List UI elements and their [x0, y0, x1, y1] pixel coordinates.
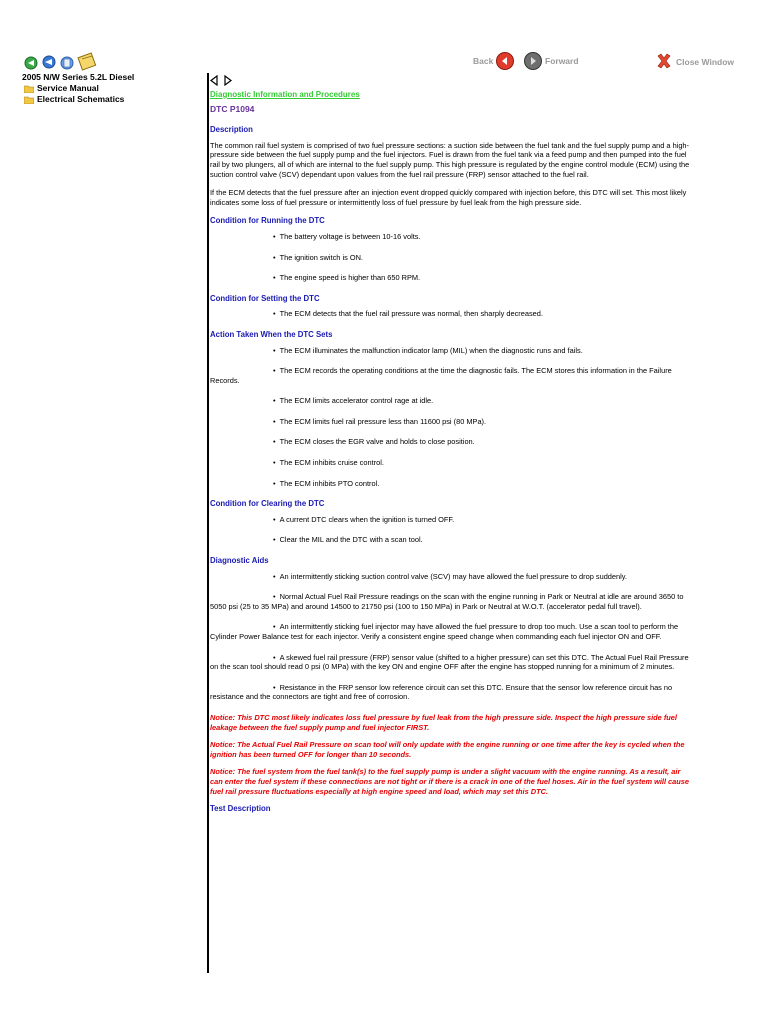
toolbar-logo-icon: [22, 50, 102, 72]
forward-arrow-icon: [524, 52, 542, 70]
list-item: • The ECM detects that the fuel rail pressure was normal, then sharply decreased.: [210, 309, 695, 319]
aids-list: [210, 572, 695, 702]
close-x-icon: [655, 52, 673, 72]
section-heading-aids: Diagnostic Aids: [210, 556, 269, 566]
list-item: • Normal Actual Fuel Rail Pressure readings on the scan with the engine running in Park or Neutral at idle are around 3650 to 5050 psi (25 to 35 MPa) and around 14500 to 21750 psi (100 to 150 MPa) in Park or Neutral at W.O.T. (accelerator pedal full travel).: [210, 592, 695, 611]
page-arrows: [210, 73, 232, 91]
description-paragraph: If the ECM detects that the fuel pressure after an injection event dropped quickly compared with injection before, this DTC will set. This most likely indicates some loss of fuel pressure or intermittently loss of fuel pressure by fuel leak from the high pressure side.: [210, 188, 687, 207]
sidebar-item-electrical-schematics[interactable]: [22, 94, 207, 105]
list-item: • The ECM illuminates the malfunction indicator lamp (MIL) when the diagnostic runs and fails.: [210, 346, 695, 356]
section-heading-setting: Condition for Setting the DTC: [210, 293, 320, 303]
sidebar-item-label: Service Manual: [37, 83, 99, 93]
dtc-code: DTC P1094: [210, 103, 255, 114]
forward-button[interactable]: [524, 52, 579, 70]
notice-text: Notice: The fuel system from the fuel tank(s) to the fuel supply pump is under a slight vacuum with the engine running. As a result, air can enter the fuel system if these connections are not tight or if there is a crack in one of the fuel hoses. Air in the fuel system will cause fuel rail pressure fluctuations especially at high engine speed and load, which may set this DTC.: [210, 767, 690, 796]
section-heading-test-description: Test Description: [210, 804, 271, 814]
list-item: • A skewed fuel rail pressure (FRP) sensor value (shifted to a higher pressure) can set this DTC. The Actual Fuel Rail Pressure on the scan tool should read 0 psi (0 MPa) with the key ON and engine OFF after the engine has stopped running for a minimum of 2 minutes.: [210, 653, 695, 672]
list-item: • The ECM inhibits PTO control.: [210, 479, 695, 489]
list-item: • A current DTC clears when the ignition is turned OFF.: [210, 515, 695, 525]
section-heading-running: Condition for Running the DTC: [210, 216, 325, 226]
folder-icon: [24, 85, 34, 93]
list-item: • The ignition switch is ON.: [210, 253, 695, 263]
notice-text: Notice: This DTC most likely indicates loss fuel pressure by fuel leak from the high pressure side. Inspect the high pressure side fuel leakage between the fuel supply pump and fuel injector FIRST.: [210, 712, 677, 732]
sidebar-item-service-manual[interactable]: [22, 83, 207, 94]
sidebar: [22, 72, 207, 105]
back-arrow-icon: [496, 52, 514, 70]
list-item: • An intermittently sticking suction control valve (SCV) may have allowed the fuel pressure to drop suddenly.: [210, 572, 695, 582]
list-item: • An intermittently sticking fuel injector may have allowed the fuel pressure to drop too much. Use a scan tool to perform the Cylinder Power Balance test for each injector. Verify a consistent engine speed change when commanding each fuel injector ON and OFF.: [210, 622, 695, 641]
document-content: [210, 90, 695, 820]
back-button[interactable]: [473, 52, 514, 70]
section-heading-description: Description: [210, 125, 253, 135]
list-item: • The ECM limits accelerator control rage at idle.: [210, 396, 695, 406]
list-item: • The engine speed is higher than 650 RPM.: [210, 273, 695, 283]
back-label: Back: [473, 56, 494, 66]
content-divider: [207, 73, 209, 973]
list-item: • The ECM closes the EGR valve and holds to close position.: [210, 437, 695, 447]
list-item: • The ECM records the operating conditions at the time the diagnostic fails. The ECM stores this information in the Failure Records.: [210, 366, 695, 385]
notice-text: Notice: The Actual Fuel Rail Pressure on scan tool will only update with the engine running or one time after the key is cycled when the ignition has been turned OFF for longer than 10 seconds.: [210, 740, 685, 759]
doc-title-link[interactable]: Diagnostic Information and Procedures: [210, 90, 360, 99]
description-paragraph: The common rail fuel system is comprised of two fuel pressure sections: a suction side between the fuel tank and the fuel supply pump and a high-pressure side between the fuel supply pump and the fuel injectors. Fuel is drawn from the fuel tank via a feed pump and then pumped into the fuel rail by two plungers, all of which are internal to the fuel supply pump. This high pressure is regulated by the engine control module (ECM) using the suction control valve (SCV) dependant upon values from the fuel rail pressure (FRP) sensor attached to the fuel rail.: [210, 140, 690, 179]
list-item: • The battery voltage is between 10-16 volts.: [210, 232, 695, 242]
sidebar-item-label: Electrical Schematics: [37, 94, 125, 104]
prev-page-icon[interactable]: [210, 73, 219, 91]
list-item: • Clear the MIL and the DTC with a scan tool.: [210, 535, 695, 545]
list-item: • Resistance in the FRP sensor low reference circuit can set this DTC. Ensure that the sensor low reference circuit has no resistance and the connectors are tight and free of corrosion.: [210, 683, 695, 702]
list-item: • The ECM inhibits cruise control.: [210, 458, 695, 468]
folder-icon: [24, 96, 34, 104]
action-list: [210, 346, 695, 489]
section-heading-clearing: Condition for Clearing the DTC: [210, 499, 325, 509]
clearing-list: [210, 515, 695, 545]
list-item: • The ECM limits fuel rail pressure less than 11600 psi (80 MPa).: [210, 417, 695, 427]
close-window-button[interactable]: [655, 52, 734, 72]
sidebar-model-title: 2005 N/W Series 5.2L Diesel: [22, 72, 135, 82]
forward-label: Forward: [545, 56, 579, 66]
close-window-label: Close Window: [676, 57, 735, 67]
section-heading-action: Action Taken When the DTC Sets: [210, 329, 333, 339]
setting-list: [210, 309, 695, 319]
running-list: [210, 232, 695, 283]
next-page-icon[interactable]: [223, 73, 232, 91]
